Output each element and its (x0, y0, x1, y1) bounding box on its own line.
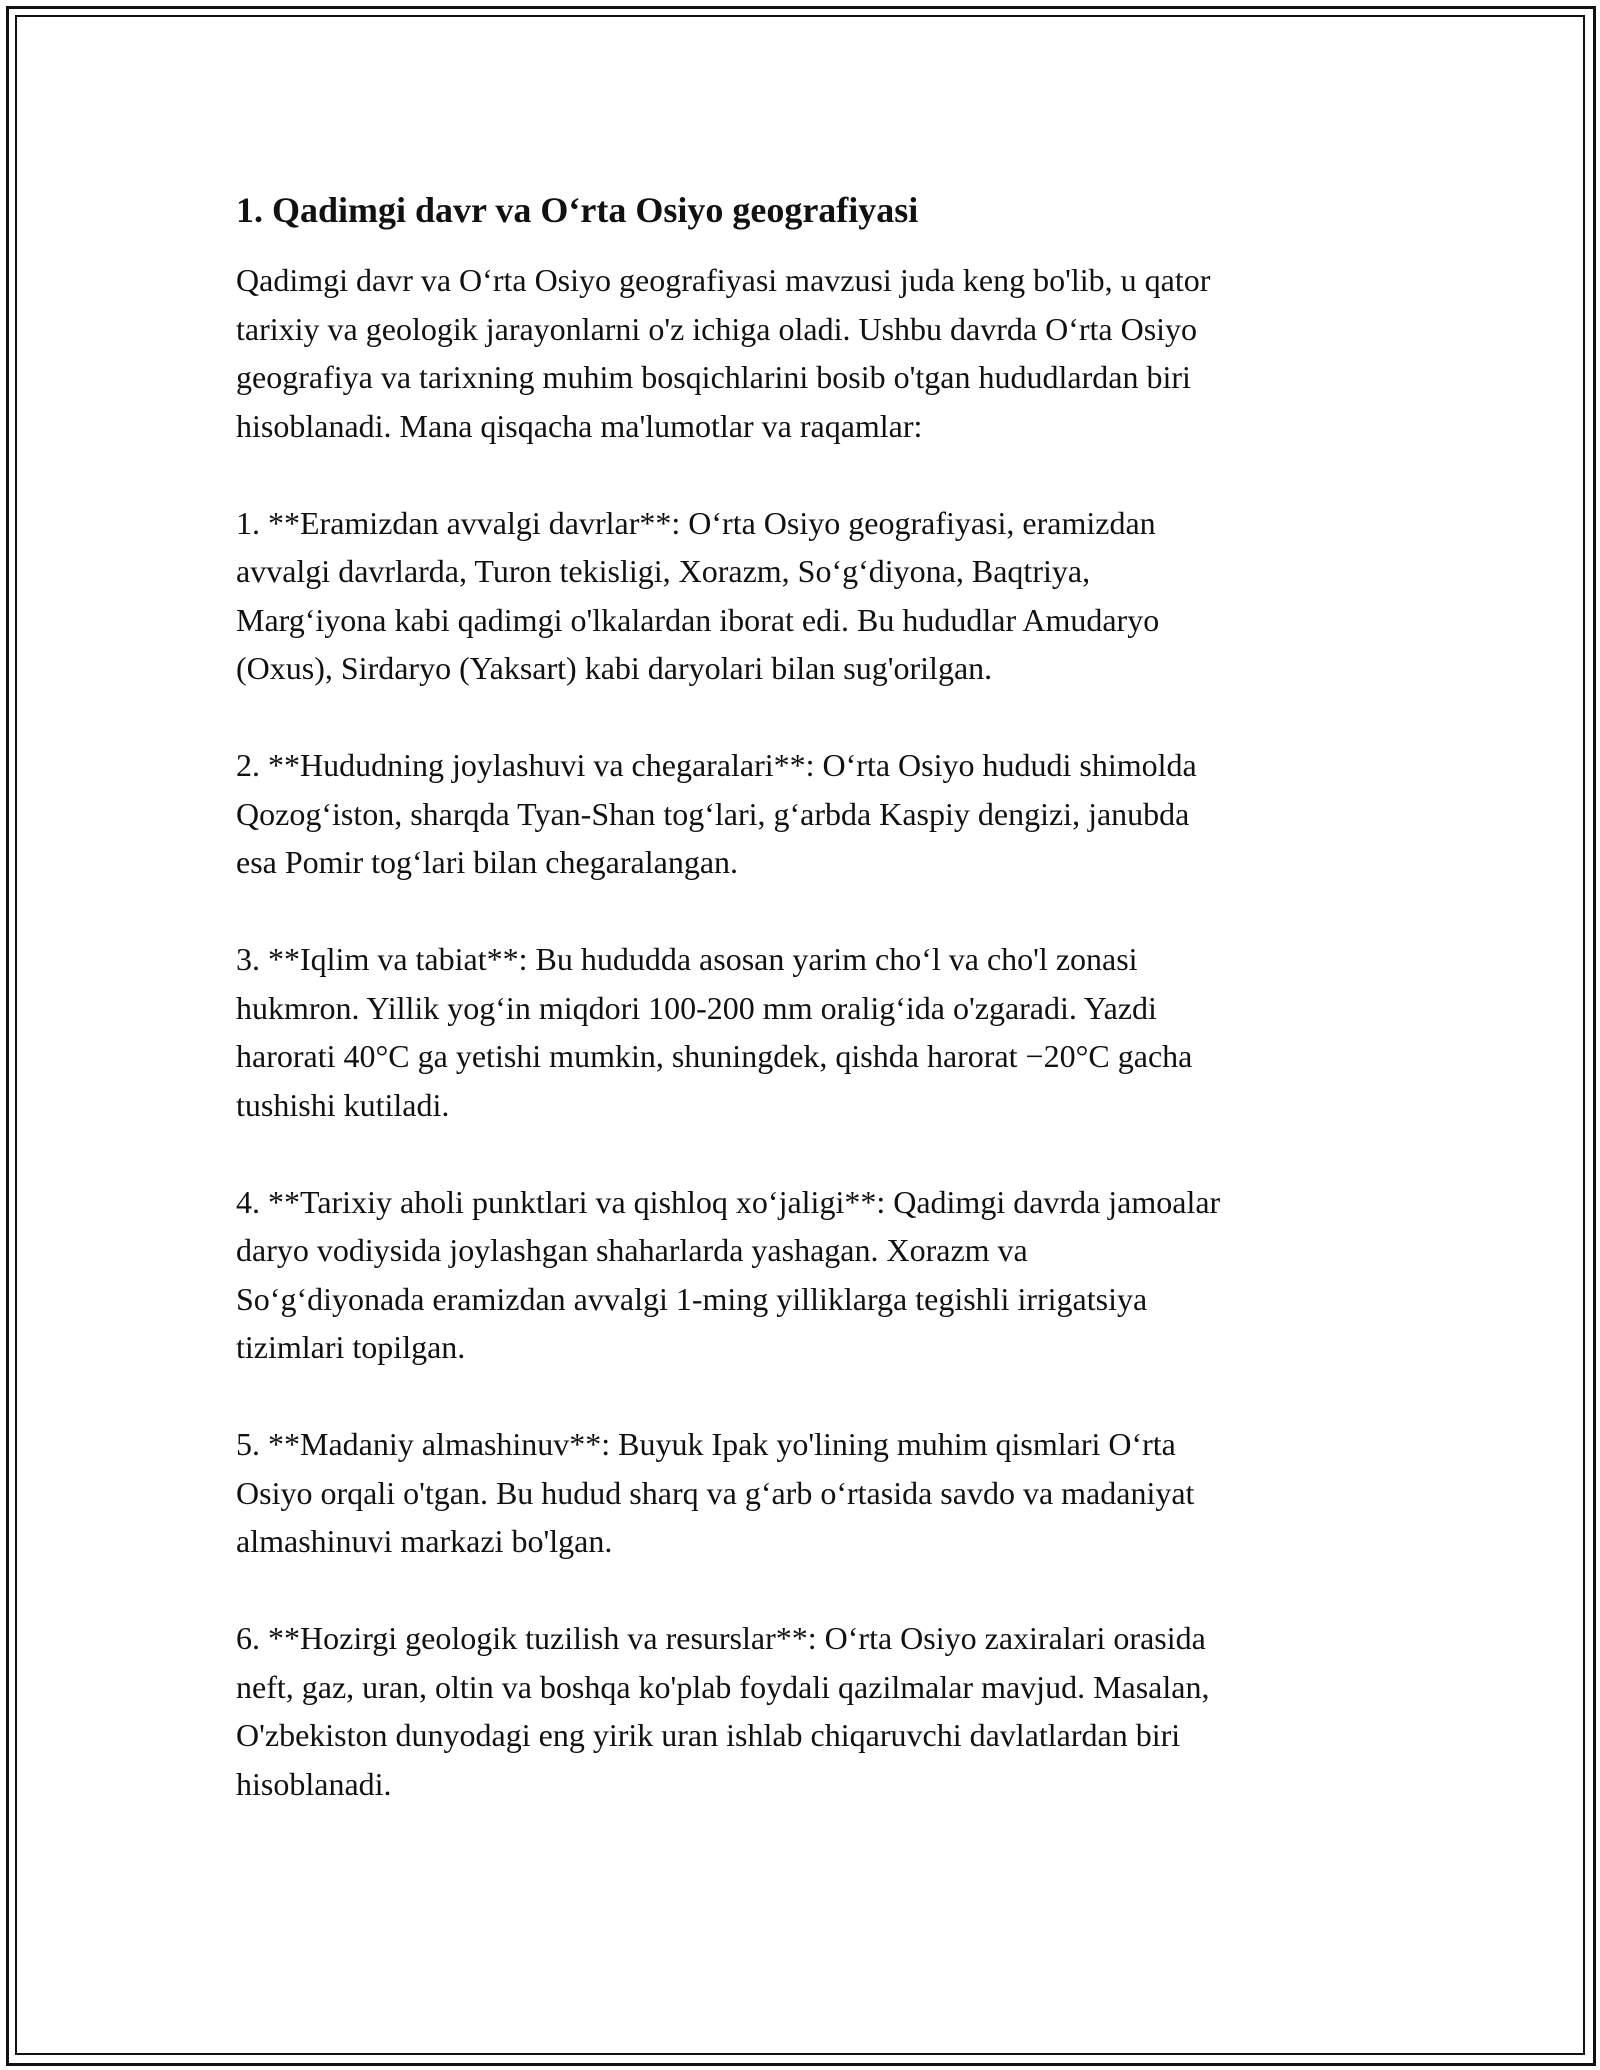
paragraph-line: 1. **Eramizdan avvalgi davrlar**: O‘rta Osiyo geografiyasi, eramizdan (236, 504, 1156, 541)
paragraph-line: almashinuvi markazi bo'lgan. (236, 1523, 613, 1559)
paragraph-1 (236, 256, 1376, 450)
paragraph-line: 2. **Hududning joylashuvi va chegaralari**: O‘rta Osiyo hududi shimolda (236, 747, 1197, 783)
document-body (236, 186, 1376, 1857)
paragraph-line: Osiyo orqali o'tgan. Bu hudud sharq va g‘arb o‘rtasida savdo va madaniyat (236, 1474, 1195, 1511)
paragraph-line: hukmron. Yillik yog‘in miqdori 100-200 mm oralig‘ida o'zgaradi. Yazdi (236, 989, 1157, 1026)
paragraph-line: 4. **Tarixiy aholi punktlari va qishloq xo‘jaligi**: Qadimgi davrda jamoalar (236, 1183, 1221, 1220)
paragraph-line: neft, gaz, uran, oltin va boshqa ko'plab foydali qazilmalar mavjud. Masalan, (236, 1668, 1210, 1705)
paragraph-line: harorati 40°C ga yetishi mumkin, shuningdek, qishda harorat −20°C gacha (236, 1038, 1193, 1074)
paragraph-line: Marg‘iyona kabi qadimgi o'lkalardan iborat edi. Bu hududlar Amudaryo (236, 601, 1160, 638)
paragraph-line: tizimlari topilgan. (236, 1329, 466, 1365)
paragraph-line: tushishi kutiladi. (236, 1086, 450, 1123)
paragraph-list (236, 256, 1376, 1808)
paragraph-5 (236, 1178, 1376, 1372)
paragraph-line: esa Pomir tog‘lari bilan chegaralangan. (236, 844, 739, 880)
paragraph-line: Qadimgi davr va O‘rta Osiyo geografiyasi mavzusi juda keng bo'lib, u qator (236, 262, 1211, 298)
paragraph-6 (236, 1420, 1376, 1566)
paragraph-line: So‘g‘diyonada eramizdan avvalgi 1-ming yilliklarga tegishli irrigatsiya (236, 1280, 1148, 1317)
paragraph-line: 3. **Iqlim va tabiat**: Bu hududda asosan yarim cho‘l va cho'l zonasi (236, 941, 1138, 977)
paragraph-line: (Oxus), Sirdaryo (Yaksart) kabi daryolari bilan sug'orilgan. (236, 650, 993, 686)
paragraph-line: tarixiy va geologik jarayonlarni o'z ichiga oladi. Ushbu davrda O‘rta Osiyo (236, 310, 1198, 347)
paragraph-line: Qozog‘iston, sharqda Tyan-Shan tog‘lari, g‘arbda Kaspiy dengizi, janubda (236, 795, 1190, 832)
paragraph-line: daryo vodiysida joylashgan shaharlarda yashagan. Xorazm va (236, 1232, 1028, 1268)
paragraph-line: 6. **Hozirgi geologik tuzilish va resurslar**: O‘rta Osiyo zaxiralari orasida (236, 1620, 1206, 1656)
paragraph-line: 5. **Madaniy almashinuv**: Buyuk Ipak yo'lining muhim qismlari O‘rta (236, 1426, 1176, 1462)
paragraph-line: geografiya va tarixning muhim bosqichlarini bosib o'tgan hududlardan biri (236, 359, 1191, 395)
paragraph-line: hisoblanadi. Mana qisqacha ma'lumotlar va raqamlar: (236, 407, 923, 444)
paragraph-line: O'zbekiston dunyodagi eng yirik uran ishlab chiqaruvchi davlatlardan biri (236, 1717, 1181, 1753)
paragraph-3 (236, 741, 1376, 887)
paragraph-2 (236, 499, 1376, 693)
paragraph-4 (236, 935, 1376, 1129)
document-title: 1. Qadimgi davr va O‘rta Osiyo geografiyasi (236, 190, 919, 230)
paragraph-7 (236, 1614, 1376, 1808)
paragraph-line: hisoblanadi. (236, 1765, 392, 1802)
paragraph-line: avvalgi davrlarda, Turon tekisligi, Xorazm, So‘g‘diyona, Baqtriya, (236, 553, 1091, 589)
